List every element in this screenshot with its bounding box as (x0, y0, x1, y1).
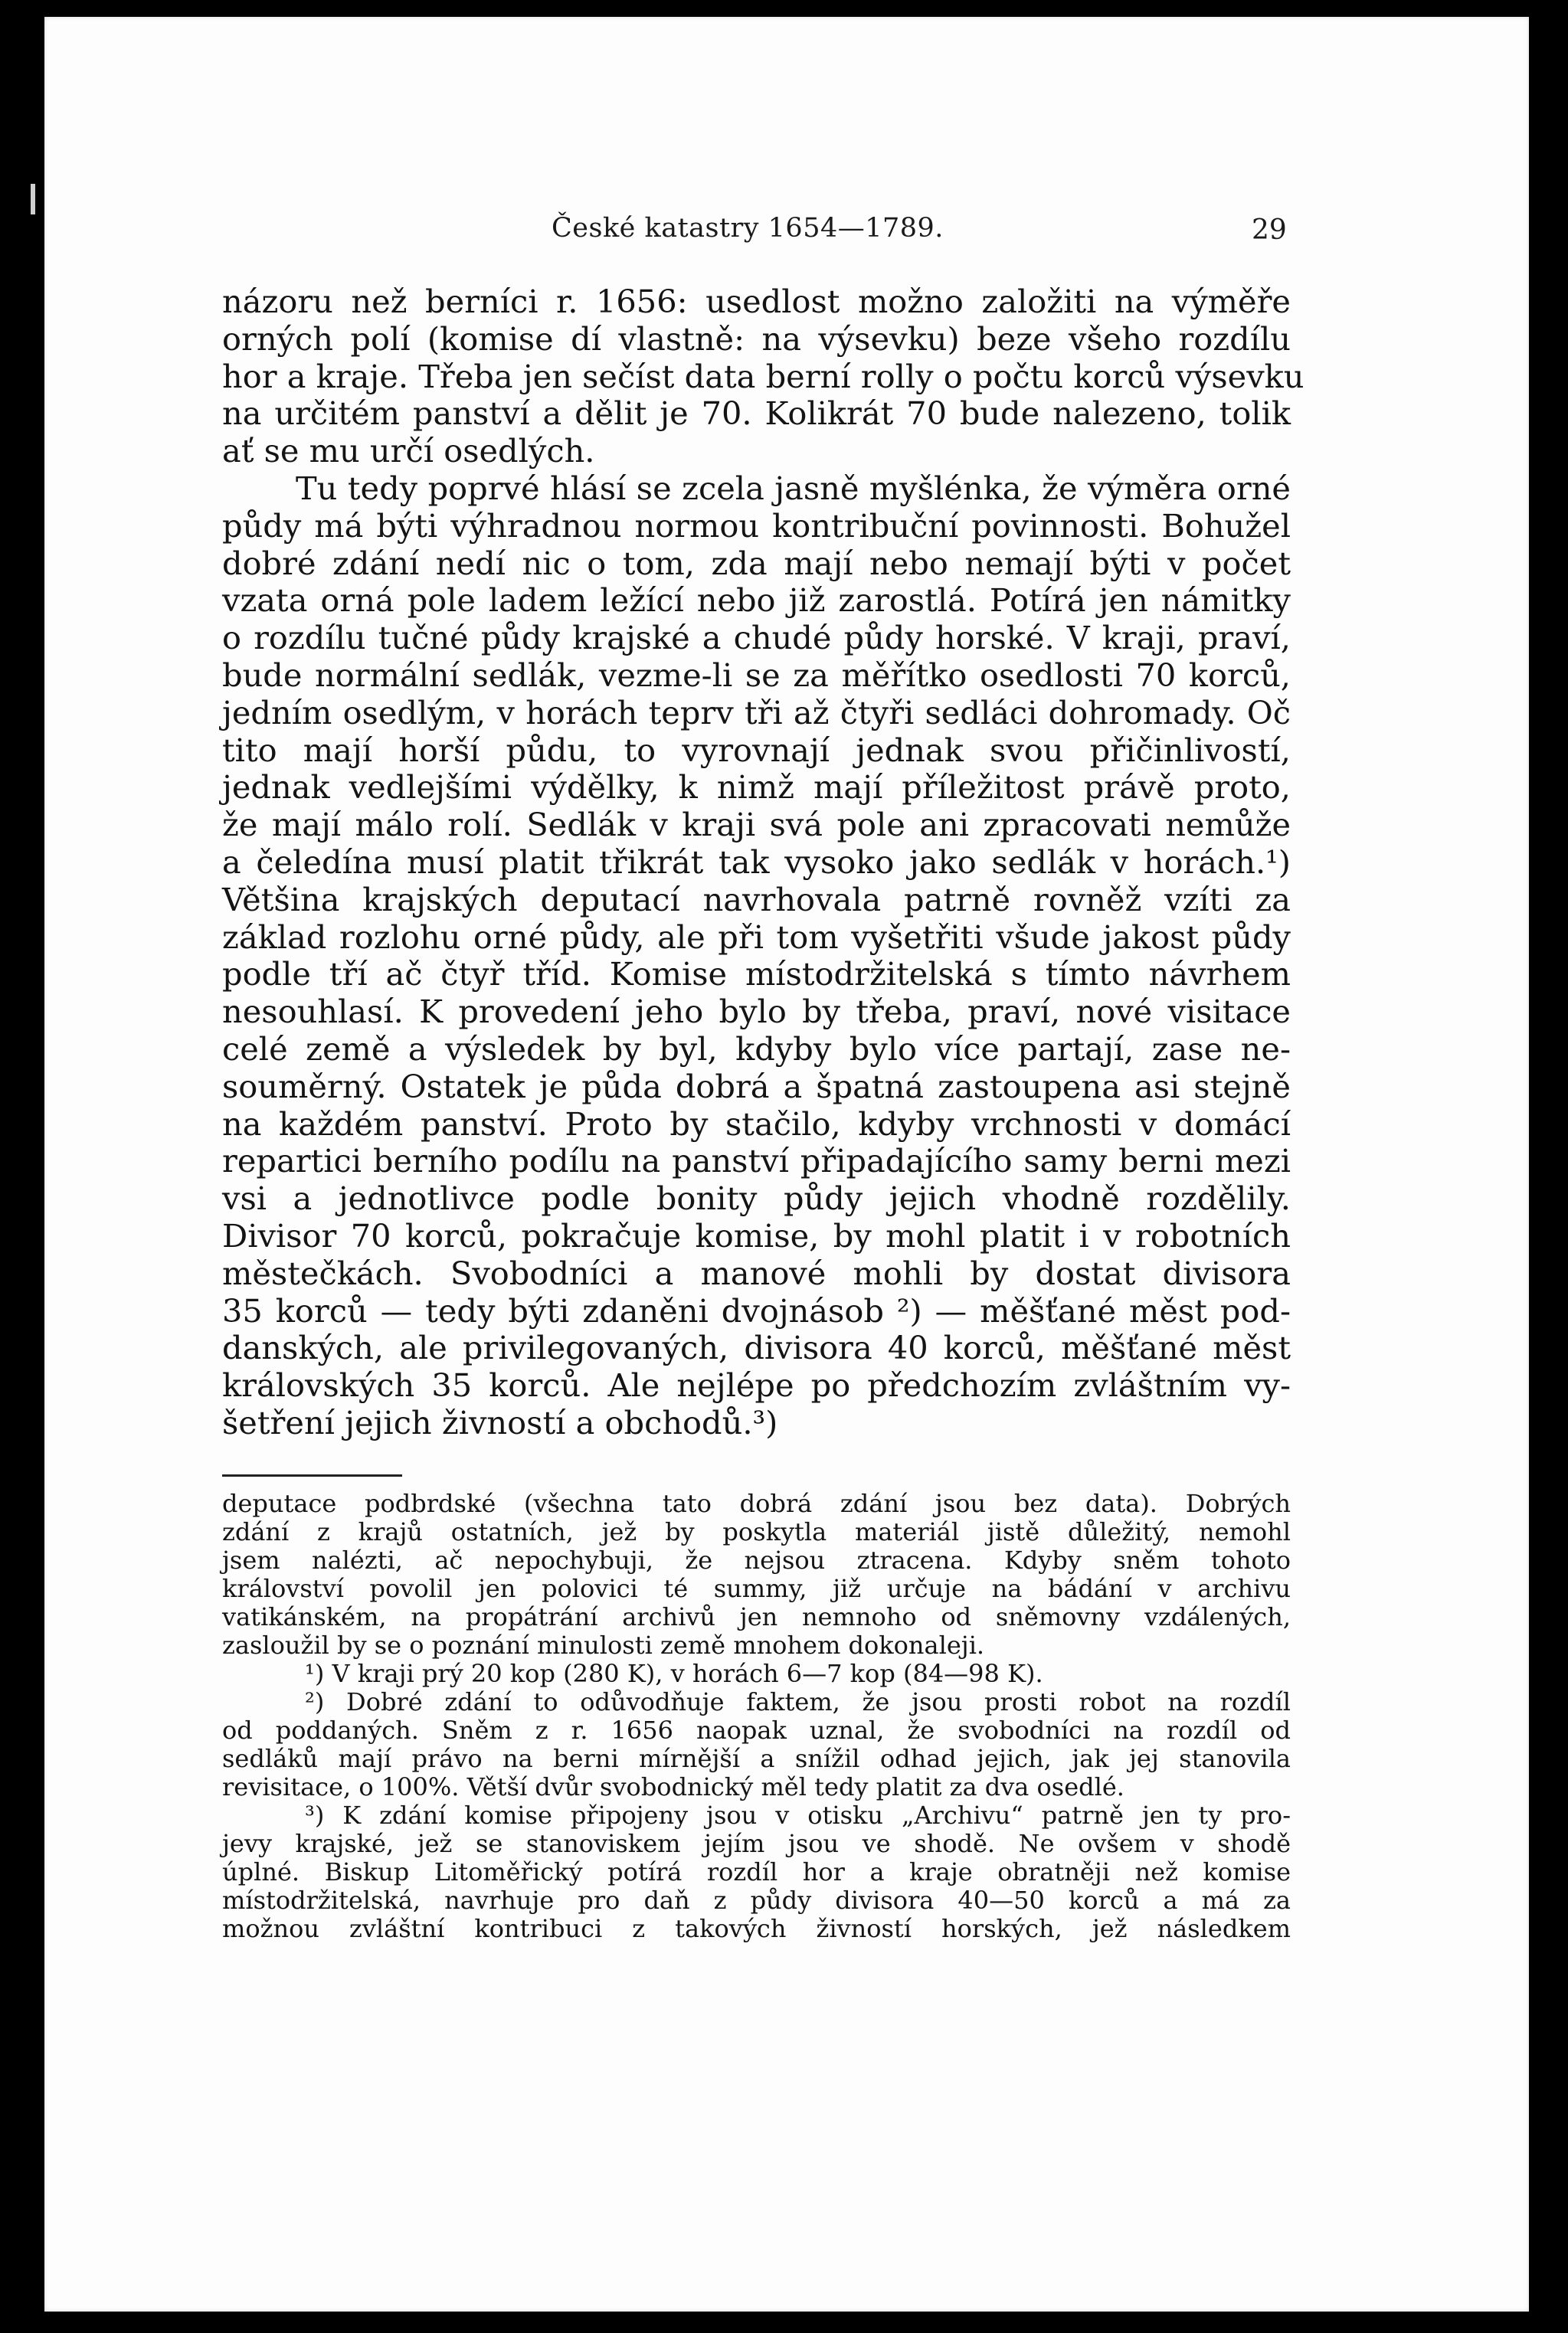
footnote-line: ²) Dobré zdání to odůvodňuje faktem, že jsou prosti robot na rozdíl (305, 1687, 1291, 1716)
body-line: repartici berního podílu na panství připadajícího samy berni mezi (222, 1142, 1291, 1180)
footnote-line: jsem nalézti, ač nepochybuji, že nejsou ztracena. Kdyby sněm tohoto (222, 1546, 1291, 1575)
footnote-rule (222, 1474, 402, 1477)
body-line: jedním osedlým, v horách teprv tři až čtyři sedláci dohromady. Oč (222, 693, 1291, 731)
footnotes (222, 1490, 1291, 1943)
body-line: a čeledína musí platit třikrát tak vysoko jako sedlák v horách.¹) (222, 843, 1291, 881)
body-line: Tu tedy poprvé hlásí se zcela jasně myšlénka, že výměra orné (296, 469, 1291, 507)
body-line: půdy má býti výhradnou normou kontribuční povinnosti. Bohužel (222, 506, 1291, 545)
body-line: nesouhlasí. K provedení jeho bylo by třeba, praví, nové visitace (222, 993, 1291, 1031)
body-line: názoru než berníci r. 1656: usedlost možno založiti na výměře (222, 283, 1291, 320)
footnote-line: od poddaných. Sněm z r. 1656 naopak uznal, že svobodníci na rozdíl od (222, 1716, 1291, 1745)
body-line: městečkách. Svobodníci a manové mohli by dostat divisora (222, 1254, 1291, 1292)
footnote-line: úplné. Biskup Litoměřický potírá rozdíl hor a kraje obratněji než komise (222, 1857, 1291, 1886)
footnote-line: místodržitelská, navrhuje pro daň z půdy divisora 40—50 korců a má za (222, 1886, 1291, 1915)
body-line: vzata orná pole ladem ležící nebo již zarostlá. Potírá jen námitky (222, 581, 1291, 620)
footnote-line: jevy krajské, jež se stanoviskem jejím jsou ve shodě. Ne ovšem v shodě (222, 1829, 1291, 1858)
footnote-line: ³) K zdání komise připojeny jsou v otisku „Archivu“ patrně jen ty pro- (305, 1801, 1291, 1830)
body-line: královských 35 korců. Ale nejlépe po předchozím zvláštním vy- (222, 1366, 1291, 1405)
body-line: ať se mu určí osedlých. (222, 432, 595, 470)
footnote-line: možnou zvláštní kontribuci z takových živností horských, jež následkem (222, 1914, 1291, 1943)
running-title: České katastry 1654—1789. (552, 213, 944, 244)
body-line: dobré zdání nedí nic o tom, zda mají nebo nemají býti v počet (222, 544, 1291, 582)
page-number: 29 (1252, 214, 1287, 246)
body-line: celé země a výsledek by byl, kdyby bylo více partají, zase ne- (222, 1029, 1291, 1068)
body-line: podle tří ač čtyř tříd. Komise místodržitelská s tímto návrhem (222, 955, 1291, 993)
body-line: bude normální sedlák, vezme-li se za měřítko osedlosti 70 korců, (222, 656, 1291, 694)
footnote-line: království povolil jen polovici té summy, již určuje na bádání v archivu (222, 1574, 1291, 1603)
body-line: vsi a jednotlivce podle bonity půdy jejich vhodně rozdělily. (222, 1180, 1291, 1218)
footnote-line: zasloužil by se o poznání minulosti země mnohem dokonaleji. (222, 1631, 985, 1660)
body-line: na určitém panství a dělit je 70. Kolikrát 70 bude nalezeno, tolik (222, 394, 1291, 433)
binding-mark (31, 184, 35, 214)
body-line: souměrný. Ostatek je půda dobrá a špatná zastoupena asi stejně (222, 1067, 1291, 1105)
footnote-line: vatikánském, na propátrání archivů jen nemnoho od sněmovny vzdálených, (222, 1602, 1291, 1631)
footnote-line: deputace podbrdské (všechna tato dobrá zdání jsou bez data). Dobrých (222, 1489, 1291, 1518)
body-line: Divisor 70 korců, pokračuje komise, by mohl platit i v robotních (222, 1216, 1291, 1255)
body-text (222, 283, 1304, 1442)
body-line: 35 korců — tedy býti zdaněni dvojnásob ²) — měšťané měst pod- (222, 1291, 1291, 1330)
body-line: šetření jejich živností a obchodů.³) (222, 1403, 778, 1441)
body-line: že mají málo rolí. Sedlák v kraji svá pole ani zpracovati nemůže (222, 806, 1291, 844)
body-line: jednak vedlejšími výdělky, k nimž mají příležitost právě proto, (222, 768, 1291, 807)
body-line: orných polí (komise dí vlastně: na výsevku) beze všeho rozdílu (222, 319, 1291, 358)
footnote-line: zdání z krajů ostatních, jež by poskytla materiál jistě důležitý, nemohl (222, 1517, 1291, 1546)
body-line: hor a kraje. Třeba jen sečíst data berní rolly o počtu korců výsevku (222, 357, 1304, 395)
body-line: Většina krajských deputací navrhovala patrně rovněž vzíti za (222, 880, 1291, 918)
footnote-line: revisitace, o 100%. Větší dvůr svobodnický měl tedy platit za dva osedlé. (222, 1772, 1124, 1801)
body-line: na každém panství. Proto by stačilo, kdyby vrchnosti v domácí (222, 1104, 1291, 1143)
body-line: o rozdílu tučné půdy krajské a chudé půdy horské. V kraji, praví, (222, 619, 1291, 657)
footnote-line: sedláků mají právo na berni mírnější a snížil odhad jejich, jak jej stanovila (222, 1744, 1291, 1773)
footnote-line: ¹) V kraji prý 20 kop (280 K), v horách 6—7 kop (84—98 K). (305, 1659, 1043, 1688)
body-line: základ rozlohu orné půdy, ale při tom vyšetřiti všude jakost půdy (222, 918, 1291, 956)
body-line: danských, ale privilegovaných, divisora 40 korců, měšťané měst (222, 1329, 1291, 1367)
body-line: tito mají horší půdu, to vyrovnají jednak svou přičinlivostí, (222, 731, 1291, 769)
